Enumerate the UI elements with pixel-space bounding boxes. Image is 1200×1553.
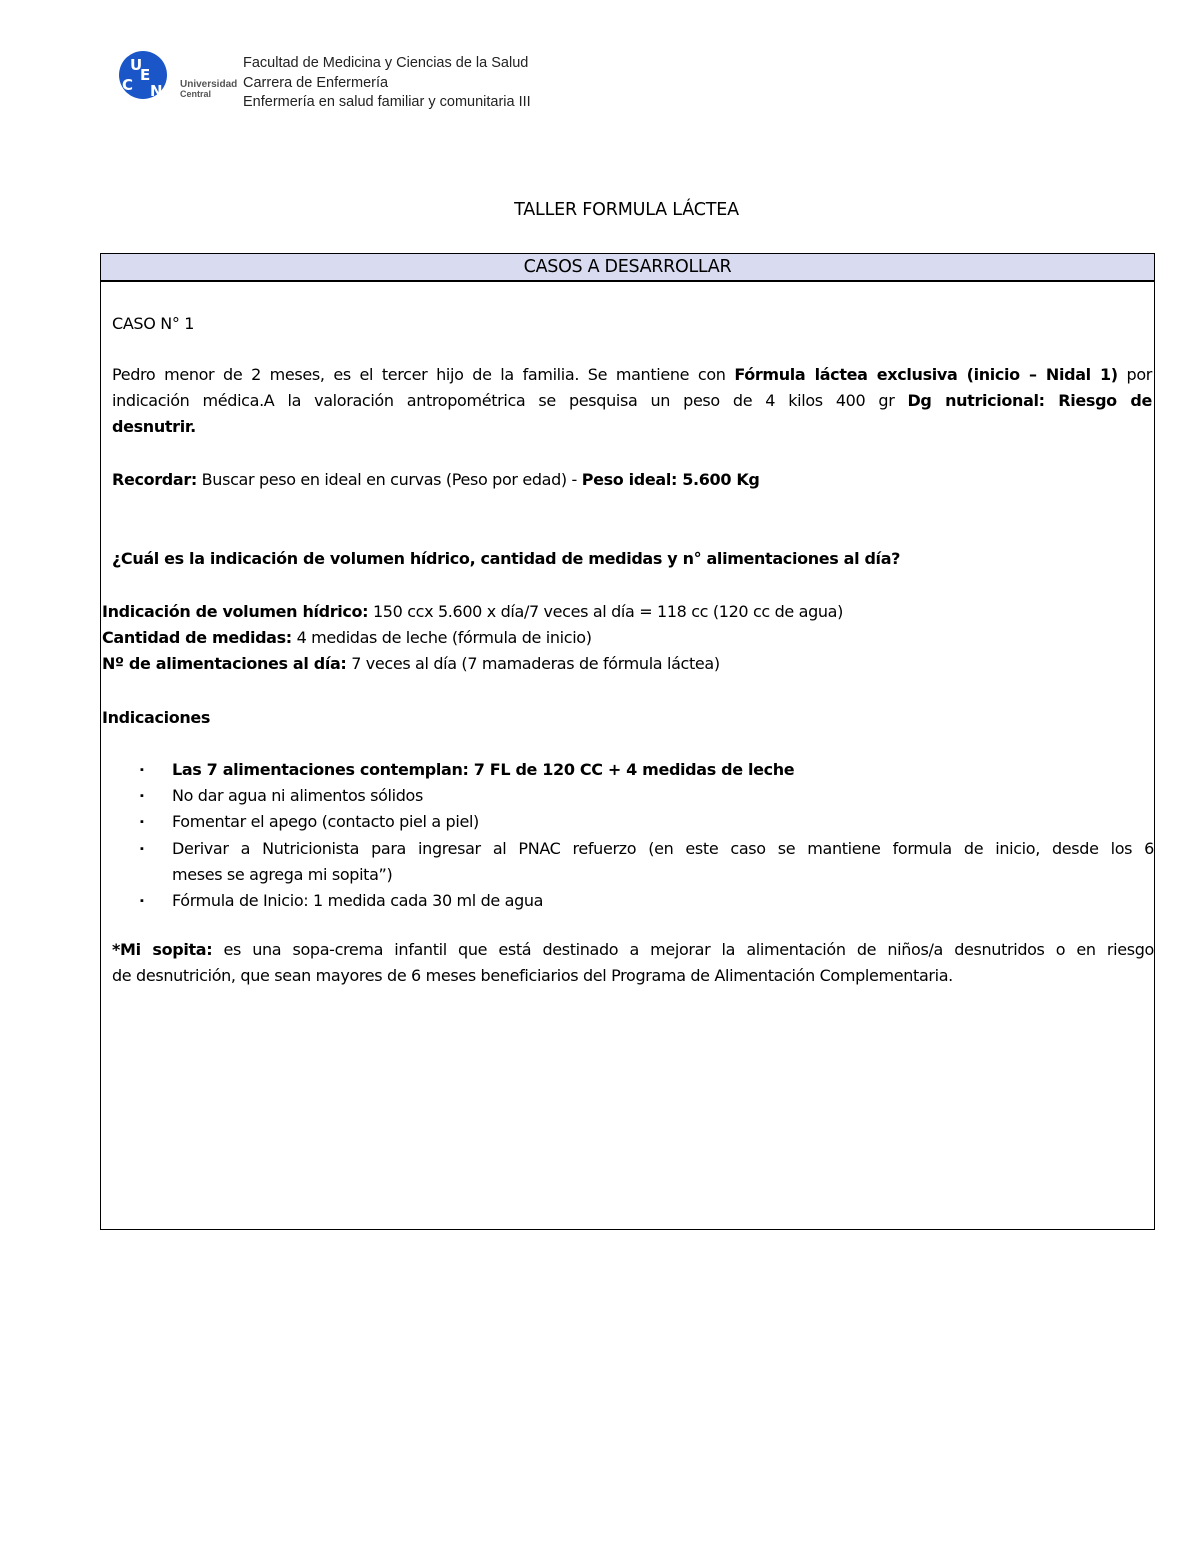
logo-name-line1: Universidad [180,79,238,90]
note-line: de desnutrición, que sean mayores de 6 meses beneficiarios del Programa de Alimentación Complementaria. [112,966,953,985]
answer-text: 4 medidas de leche (fórmula de inicio) [291,628,592,647]
bullet-label: Fórmula de Inicio: [172,891,309,910]
institution-line: Facultad de Medicina y Ciencias de la Salud [243,55,529,71]
answer-line [102,651,720,677]
paragraph-text: por [1117,365,1153,384]
bullet-item: Las 7 alimentaciones contemplan: 7 FL de 120 CC + 4 medidas de leche [172,760,795,779]
institution-line: Carrera de Enfermería [243,74,389,91]
note-line [112,937,1154,963]
diagnosis-highlight: Dg nutricional: Riesgo de [907,391,1152,410]
bullet-item: No dar agua ni alimentos sólidos [172,786,423,805]
answer-line [102,625,592,651]
logo-letter-c: C [122,76,134,94]
logo-letter-e: E [140,66,151,84]
reminder-text: Buscar peso en ideal en curvas (Peso por edad) - [196,470,582,489]
logo-name-line2: Central [180,89,212,99]
bullet-item: Fomentar el apego (contacto piel a piel) [172,812,479,831]
case-paragraph-line [112,388,1152,414]
answer-text: 150 ccx 5.600 x día/7 veces al día = 118 cc (120 cc de agua) [368,602,844,621]
bullet-icon: ▪ [140,895,144,907]
bullet-item: Derivar a Nutricionista para ingresar al PNAC refuerzo (en este caso se mantiene formula de inicio, desde los 6 [172,839,1154,858]
case-question: ¿Cuál es la indicación de volumen hídrico, cantidad de medidas y n° alimentaciones al día? [112,549,901,568]
answer-text: 7 veces al día (7 mamaderas de fórmula láctea) [346,654,720,673]
indications-heading: Indicaciones [102,708,211,727]
answer-label: Nº de alimentaciones al día: [102,654,347,673]
bullet-item-continuation: meses se agrega mi sopita”) [172,865,393,884]
cases-box-header: CASOS A DESARROLLAR [101,254,1154,282]
note-label: *Mi sopita: [112,940,213,959]
bullet-icon: ▪ [140,764,144,776]
answer-line [102,599,843,625]
note-text: es una sopa-crema infantil que está destinado a mejorar la alimentación de niños/a desnutridos o en riesgo [212,940,1154,959]
logo-letter-n: N [150,82,163,100]
paragraph-text: Pedro menor de 2 meses, es el tercer hijo de la familia. Se mantiene con [112,365,735,384]
document-title: TALLER FORMULA LÁCTEA [514,200,739,220]
answer-label: Indicación de volumen hídrico: [102,602,369,621]
reminder-label: Recordar: [112,470,197,489]
answer-label: Cantidad de medidas: [102,628,292,647]
bullet-text: 1 medida cada 30 ml de agua [308,891,544,910]
ideal-weight: Peso ideal: 5.600 Kg [581,470,760,489]
case-heading: CASO N° 1 [112,314,195,333]
paragraph-text: indicación médica.A la valoración antropométrica se pesquisa un peso de 4 kilos 400 gr [112,391,908,410]
bullet-item [172,888,543,914]
universidad-central-logo [118,50,238,102]
reminder-line [112,467,759,493]
institution-block [243,54,531,113]
diagnosis-continuation: desnutrir. [112,417,196,436]
institution-line: Enfermería en salud familiar y comunitaria III [243,94,531,110]
bullet-icon: ▪ [140,843,144,855]
formula-highlight: Fórmula láctea exclusiva (inicio – Nidal 1) [734,365,1118,384]
logo-letter-u: U [130,56,143,74]
bullet-icon: ▪ [140,816,144,828]
bullet-icon: ▪ [140,790,144,802]
case-paragraph-line [112,362,1152,388]
